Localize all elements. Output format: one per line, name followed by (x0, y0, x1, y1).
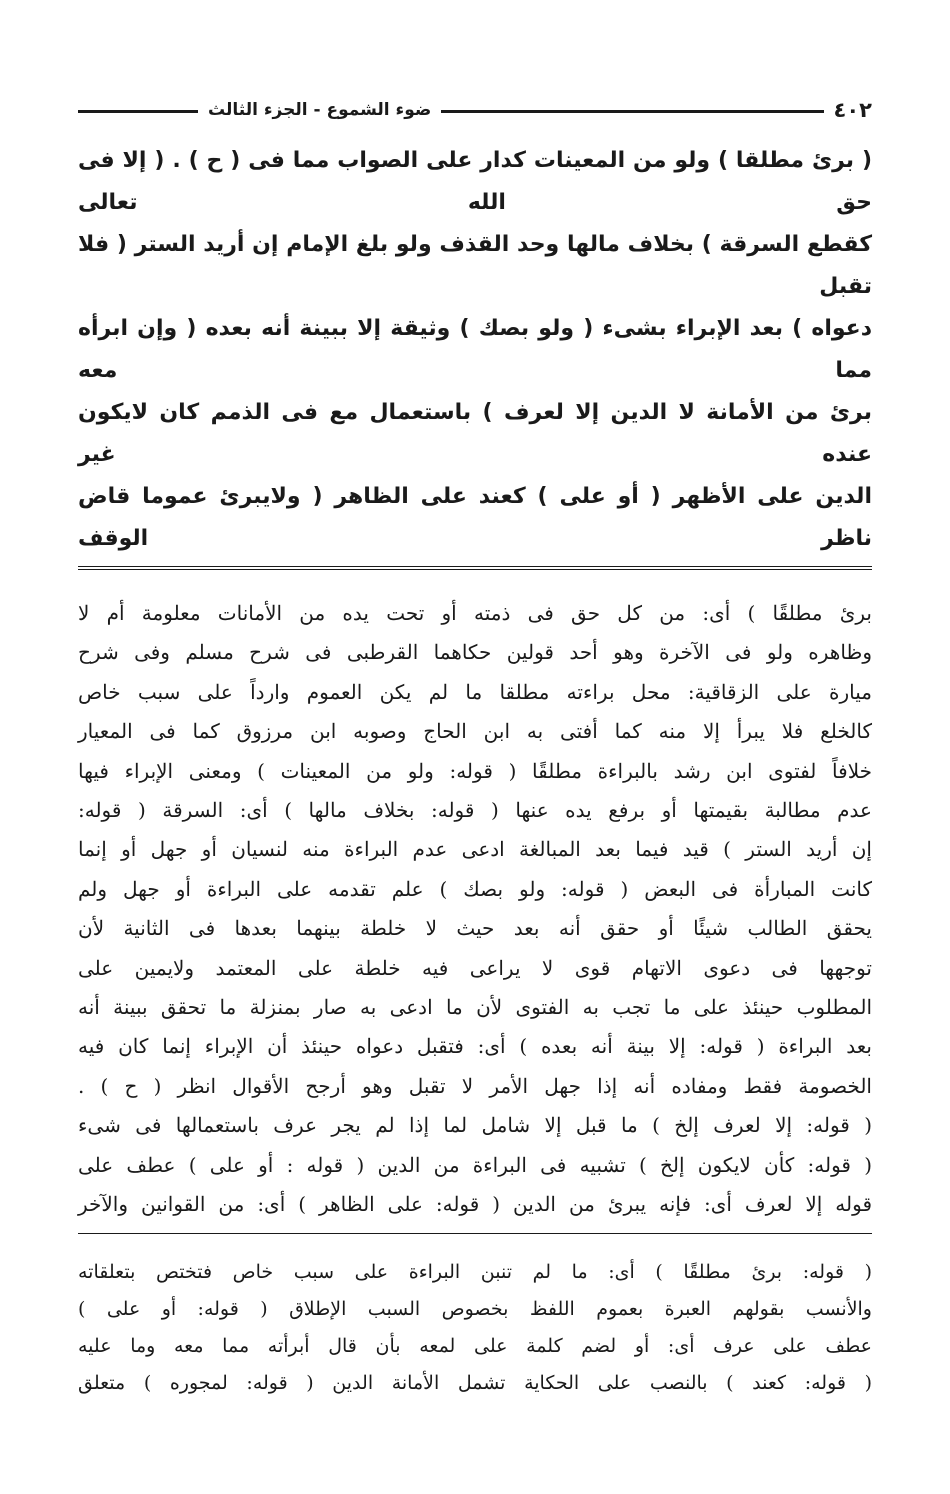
footnote-line: ( قوله: برئ مطلقًا ) أى: ما لم تنبن البراءة على سبب خاص فتختص بتعلقاته (78, 1260, 872, 1283)
main-text-line: كقطع السرقة ) بخلاف مالها وحد القذف ولو بلغ الإمام إن أريد الستر ( فلا تقبل (78, 232, 872, 299)
commentary-line: كانت المبارأة فى البعض ( قوله: ولو بصك ) علم تقدمه على البراءة أو جهل ولم (78, 876, 872, 901)
main-text-line: برئ من الأمانة لا الدين إلا لعرف ) باستعمال مع فى الذمم كان لايكون عنده غير (78, 400, 872, 467)
page-header (78, 92, 872, 126)
commentary-line: المطلوب حينئذ على ما تجب به الفتوى لأن ما ادعى به صار بمنزلة ما تحقق ببينة أنه (78, 995, 872, 1020)
commentary-line: بعد البراءة ( قوله: إلا بينة أنه بعده ) أى: فتقبل دعواه حينئذ أن الإبراء إنما كان فيه (78, 1034, 872, 1059)
footnote-text (78, 1254, 872, 1402)
commentary-line: الخصومة فقط ومفاده أنه إذا جهل الأمر لا تقبل وهو أرجح الأقوال انظر ( ح ) . (78, 1073, 872, 1098)
footnote-line: ( قوله: كعند ) بالنصب على الحكاية تشمل الأمانة الدين ( قوله: لمجوره ) متعلق (78, 1371, 872, 1394)
commentary-line: يحقق الطالب شيئًا أو حقق أنه بعد حيث لا خلطة بينهما بعدها فى الثانية لأن (78, 916, 872, 941)
commentary-line: إن أريد الستر ) قيد فيما بعد المبالغة ادعى عدم البراءة منه لنسيان أو جهل أو إنما (78, 837, 872, 862)
commentary-line: قوله إلا لعرف أى: فإنه يبرئ من الدين ( قوله: على الظاهر ) أى: من القوانين والآخر (78, 1192, 872, 1217)
main-text-line: الدين على الأظهر ( أو على ) كعند على الظاهر ( ولايبرئ عموما قاض ناظر الوقف (78, 484, 872, 551)
main-text-line: دعواه ) بعد الإبراء بشىء ( ولو بصك ) وثيقة إلا ببينة أنه بعده ( وإن ابرأه مما معه (78, 316, 872, 383)
page-number: ٤٠٢ (824, 95, 872, 125)
commentary-line: خلافاً لفتوى ابن رشد بالبراءة مطلقًا ( قوله: ولو من المعينات ) ومعنى الإبراء فيها (78, 758, 872, 783)
footnote-line: والأنسب بقولهم العبرة بعموم اللفظ بخصوص السبب الإطلاق ( قوله: أو على ) (78, 1297, 872, 1320)
main-text-divider (78, 566, 872, 570)
main-text-line: ( برئ مطلقا ) ولو من المعينات كدار على الصواب مما فى ( ح ) . ( إلا فى حق الله تعالى (78, 148, 872, 215)
footnote-divider (78, 1233, 872, 1234)
commentary-text (78, 594, 872, 1225)
commentary-line: ميارة على الزقاقية: محل براءته مطلقا ما لم يكن العموم وارداً على سبب خاص (78, 679, 872, 704)
footnote-line: عطف على عرف أى: أو لضم كلمة على لمعه بأن قال أبرأته مما معه وما عليه (78, 1334, 872, 1357)
running-title: ضوء الشموع - الجزء الثالث (198, 95, 441, 125)
commentary-line: ( قوله: إلا لعرف إلخ ) ما قبل إلا شامل لما إذا لم يجر عرف باستعمالها فى شىء (78, 1113, 872, 1138)
commentary-line: كالخلع فلا يبرأ إلا منه كما أفتى به ابن الحاج وصوبه ابن مرزوق كما فى المعيار (78, 719, 872, 744)
commentary-line: توجهها فى دعوى الاتهام قوى لا يراعى فيه خلطة على المعتمد ولايمين على (78, 955, 872, 980)
book-page (78, 92, 872, 1472)
commentary-line: ( قوله: كأن لايكون إلخ ) تشبيه فى البراءة من الدين ( قوله : أو على ) عطف على (78, 1152, 872, 1177)
commentary-line: برئ مطلقًا ) أى: من كل حق فى ذمته أو تحت يده من الأمانات معلومة أم لا (78, 601, 872, 625)
commentary-line: عدم مطالبة بقيمتها أو برفع يده عنها ( قوله: بخلاف مالها ) أى: السرقة ( قوله: (78, 798, 872, 823)
commentary-line: وظاهره ولو فى الآخرة وهو أحد قولين حكاهما القرطبى فى شرح مسلم وفى شرح (78, 640, 873, 665)
main-text (78, 140, 872, 560)
